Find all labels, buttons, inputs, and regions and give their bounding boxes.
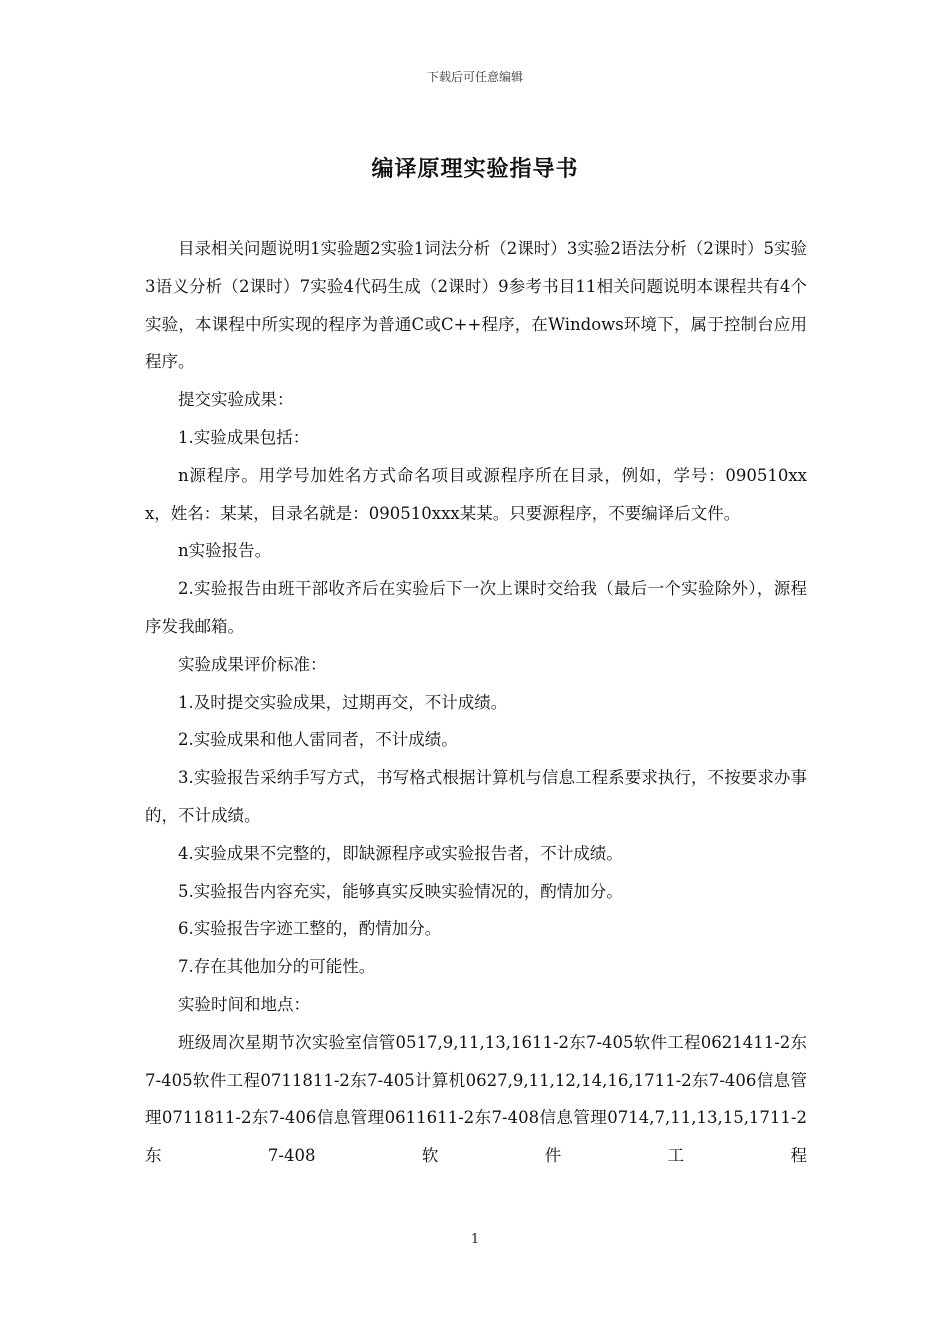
document-title: 编译原理实验指导书	[371, 157, 579, 182]
paragraph-criterion-1: 1.及时提交实验成果，过期再交，不计成绩。	[178, 692, 508, 712]
document-body	[145, 230, 807, 1175]
paragraph-contents-intro: 目录相关问题说明1实验题2实验1词法分析（2课时）3实验2语法分析（2课时）5实验3语义分析（2课时）7实验4代码生成（2课时）9参考书目11相关问题说明本课程共有4个实验，本课程中所实现的程序为普通C或C++程序，在Windows环境下，属于控制台应用程序。	[145, 239, 807, 372]
header-note: 下载后可任意编辑	[426, 70, 523, 84]
paragraph-criterion-6: 6.实验报告字迹工整的，酌情加分。	[178, 919, 442, 939]
paragraph-schedule-table: 班级周次星期节次实验室信管0517,9,11,13,1611-2东7-405软件工程0621411-2东7-405软件工程0711811-2东7-405计算机0627,9,11,12,14,16,1711-2东7-406信息管理0711811-2东7-406信息管理0611611-2东7-408信息管理0714,7,11,13,15,1711-2东7-408软件工程	[145, 1032, 807, 1166]
paragraph-submit-heading: 提交实验成果：	[178, 390, 294, 410]
paragraph-criterion-7: 7.存在其他加分的可能性。	[178, 957, 376, 977]
paragraph-criterion-5: 5.实验报告内容充实，能够真实反映实验情况的，酌情加分。	[178, 881, 623, 901]
paragraph-schedule-heading: 实验时间和地点：	[178, 994, 310, 1014]
paragraph-criteria-heading: 实验成果评价标准：	[178, 654, 327, 674]
paragraph-criterion-4: 4.实验成果不完整的，即缺源程序或实验报告者，不计成绩。	[178, 843, 623, 863]
paragraph-report-collection: 2.实验报告由班干部收齐后在实验后下一次上课时交给我（最后一个实验除外），源程序发我邮箱。	[145, 579, 807, 636]
paragraph-results-include: 1.实验成果包括：	[178, 427, 310, 447]
paragraph-criterion-3: 3.实验报告采纳手写方式，书写格式根据计算机与信息工程系要求执行，不按要求办事的，不计成绩。	[145, 768, 807, 825]
paragraph-lab-report: n实验报告。	[178, 541, 272, 561]
paragraph-criterion-2: 2.实验成果和他人雷同者，不计成绩。	[178, 730, 458, 750]
page-number: 1	[470, 1232, 480, 1247]
paragraph-source-program: n源程序。用学号加姓名方式命名项目或源程序所在目录，例如，学号：090510xxx，姓名：某某，目录名就是：090510xxx某某。只要源程序，不要编译后文件。	[145, 465, 807, 523]
